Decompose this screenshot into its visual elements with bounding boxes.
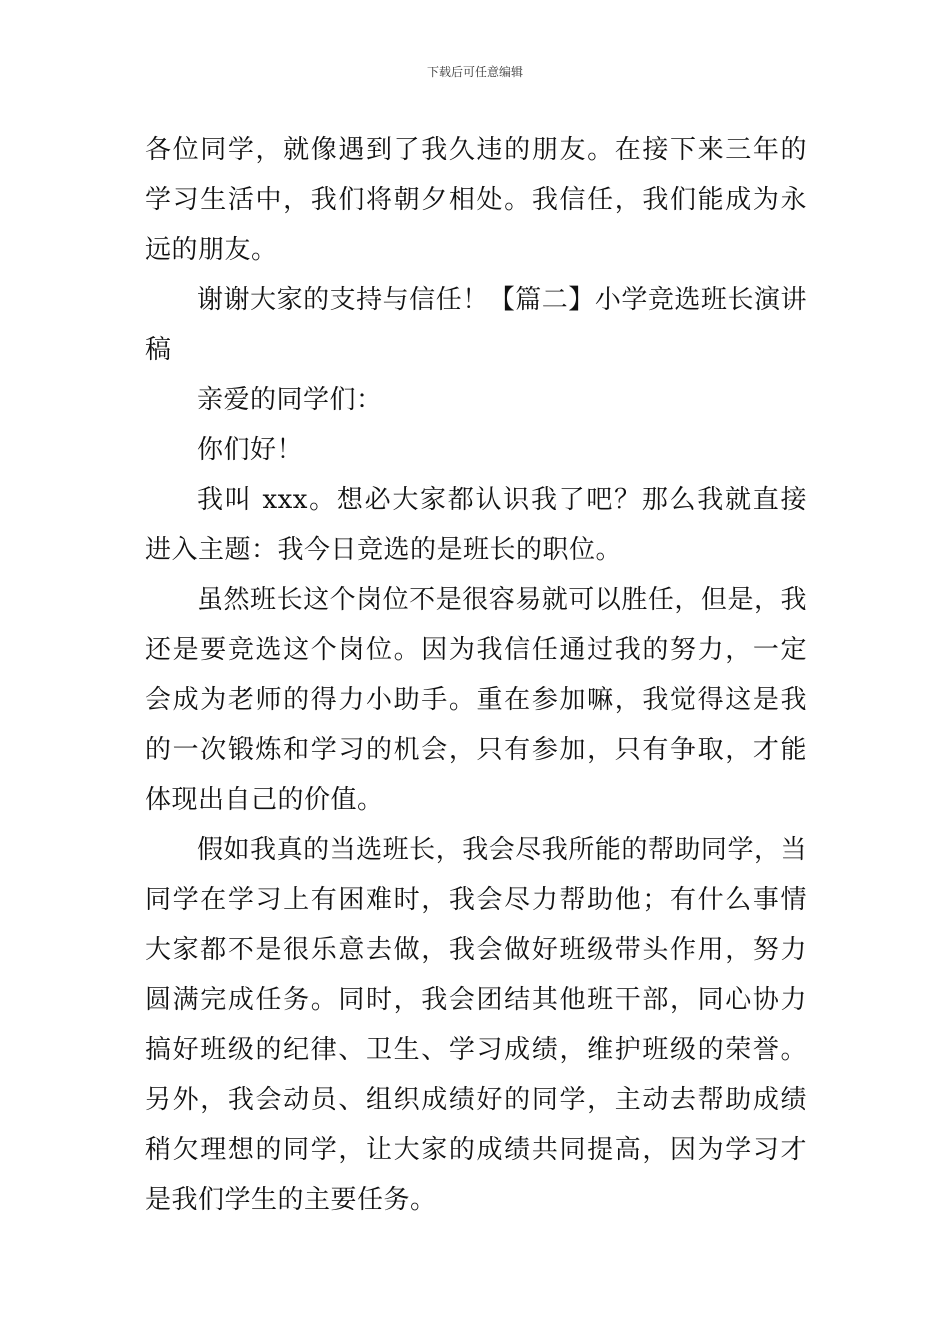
paragraph-2: 谢谢大家的支持与信任！【篇二】小学竞选班长演讲稿 [145,285,807,365]
document-body [145,125,807,1225]
page-header-note: 下载后可任意编辑 [426,65,523,79]
paragraph-1: 各位同学，就像遇到了我久违的朋友。在接下来三年的学习生活中，我们将朝夕相处。我信任，我们能成为永远的朋友。 [145,135,807,265]
paragraph-5: 我叫 xxx。想必大家都认识我了吧？那么我就直接进入主题：我今日竞选的是班长的职位。 [145,485,807,565]
paragraph-4: 你们好！ [197,435,304,465]
paragraph-7: 假如我真的当选班长，我会尽我所能的帮助同学，当同学在学习上有困难时，我会尽力帮助他；有什么事情大家都不是很乐意去做，我会做好班级带头作用，努力圆满完成任务。同时，我会团结其他班干部，同心协力搞好班级的纪律、卫生、学习成绩，维护班级的荣誉。另外，我会动员、组织成绩好的同学，主动去帮助成绩稍欠理想的同学，让大家的成绩共同提高，因为学习才是我们学生的主要任务。 [145,835,807,1215]
paragraph-6: 虽然班长这个岗位不是很容易就可以胜任，但是，我还是要竞选这个岗位。因为我信任通过我的努力，一定会成为老师的得力小助手。重在参加嘛，我觉得这是我的一次锻炼和学习的机会，只有参加，只有争取，才能体现出自己的价值。 [145,585,807,815]
paragraph-3: 亲爱的同学们： [197,385,383,415]
